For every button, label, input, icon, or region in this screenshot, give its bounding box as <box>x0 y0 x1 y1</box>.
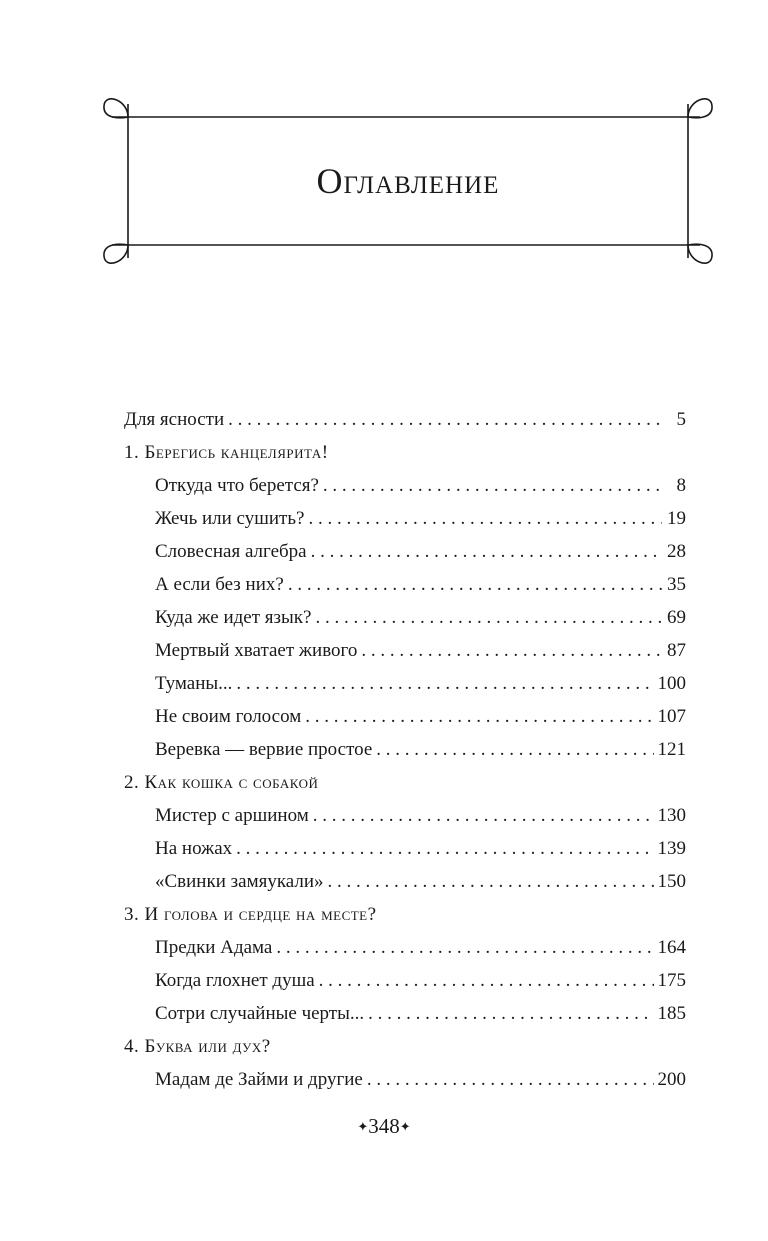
toc-entry <box>124 1063 686 1096</box>
toc-entry-title: 4. Буква или дух? <box>124 1036 271 1057</box>
table-of-contents <box>124 403 686 1096</box>
dot-leader <box>308 502 662 535</box>
toc-entry-page: 8 <box>676 475 686 496</box>
toc-entry <box>124 865 686 898</box>
page-number: 348 <box>368 1114 400 1138</box>
dot-leader <box>311 535 662 568</box>
toc-entry <box>124 733 686 766</box>
toc-entry-title: Откуда что берется? <box>155 475 319 496</box>
toc-entry <box>124 700 686 733</box>
toc-entry-page: 130 <box>657 805 686 826</box>
toc-entry-title: Мертвый хватает живого <box>155 640 358 661</box>
toc-entry <box>124 799 686 832</box>
toc-entry-page: 200 <box>657 1069 686 1090</box>
toc-entry-page: 100 <box>657 673 686 694</box>
dot-leader <box>367 1063 654 1096</box>
page-title: Оглавление <box>316 161 500 201</box>
toc-entry <box>124 931 686 964</box>
toc-entry-page: 139 <box>657 838 686 859</box>
toc-entry-title: Мистер с аршином <box>155 805 309 826</box>
dot-leader <box>361 634 662 667</box>
dot-leader <box>236 832 653 865</box>
toc-entry-page: 150 <box>657 871 686 892</box>
toc-entry-page: 185 <box>657 1003 686 1024</box>
toc-entry-page: 121 <box>657 739 686 760</box>
ornament-right-icon: ✦ <box>399 1119 411 1134</box>
toc-entry-title: 1. Берегись канцелярита! <box>124 442 329 463</box>
toc-entry-title: Предки Адама <box>155 937 273 958</box>
dot-leader <box>288 568 662 601</box>
dot-leader <box>313 799 654 832</box>
dot-leader <box>315 601 662 634</box>
dot-leader <box>276 931 653 964</box>
dot-leader <box>376 733 653 766</box>
toc-entry <box>124 403 686 436</box>
toc-entry-title: Жечь или сушить? <box>155 508 305 529</box>
dot-leader <box>305 700 653 733</box>
toc-entry-title: Сотри случайные черты... <box>155 1003 365 1024</box>
toc-entry-title: 2. Как кошка с собакой <box>124 772 319 793</box>
toc-entry-page: 19 <box>667 508 686 529</box>
toc-entry <box>124 568 686 601</box>
toc-section <box>124 436 686 469</box>
toc-entry-title: 3. И голова и сердце на месте? <box>124 904 377 925</box>
dot-leader <box>328 865 654 898</box>
toc-entry-title: Для ясности <box>124 409 225 430</box>
toc-entry-page: 35 <box>667 574 686 595</box>
ornament-left-icon: ✦ <box>357 1119 369 1134</box>
dot-leader <box>319 964 654 997</box>
toc-entry-title: Куда же идет язык? <box>155 607 312 628</box>
toc-entry-page: 28 <box>667 541 686 562</box>
toc-entry-page: 87 <box>667 640 686 661</box>
heading-frame <box>0 0 768 300</box>
page-number-footer <box>0 1112 768 1141</box>
toc-section <box>124 1030 686 1063</box>
toc-entry-page: 107 <box>657 706 686 727</box>
toc-entry-title: Мадам де Займи и другие <box>155 1069 363 1090</box>
toc-entry-title: Когда глохнет душа <box>155 970 315 991</box>
toc-entry-title: Словесная алгебра <box>155 541 307 562</box>
toc-entry <box>124 469 686 502</box>
toc-entry <box>124 601 686 634</box>
dot-leader <box>323 469 662 502</box>
toc-entry <box>124 502 686 535</box>
toc-entry <box>124 667 686 700</box>
toc-entry-title: Веревка — вервие простое <box>155 739 373 760</box>
toc-entry-title: Туманы... <box>155 673 233 694</box>
toc-entry-title: «Свинки замяукали» <box>155 871 324 892</box>
toc-entry-page: 69 <box>667 607 686 628</box>
toc-section <box>124 898 686 931</box>
toc-section <box>124 766 686 799</box>
dot-leader <box>228 403 662 436</box>
toc-entry-page: 175 <box>657 970 686 991</box>
toc-entry <box>124 535 686 568</box>
toc-entry-title: А если без них? <box>155 574 284 595</box>
toc-entry-page: 5 <box>676 409 686 430</box>
toc-entry-page: 164 <box>657 937 686 958</box>
toc-entry-title: Не своим голосом <box>155 706 302 727</box>
dot-leader <box>236 667 653 700</box>
toc-entry <box>124 964 686 997</box>
toc-entry <box>124 832 686 865</box>
toc-entry <box>124 997 686 1030</box>
toc-entry-title: На ножах <box>155 838 233 859</box>
toc-entry <box>124 634 686 667</box>
dot-leader <box>368 997 653 1030</box>
